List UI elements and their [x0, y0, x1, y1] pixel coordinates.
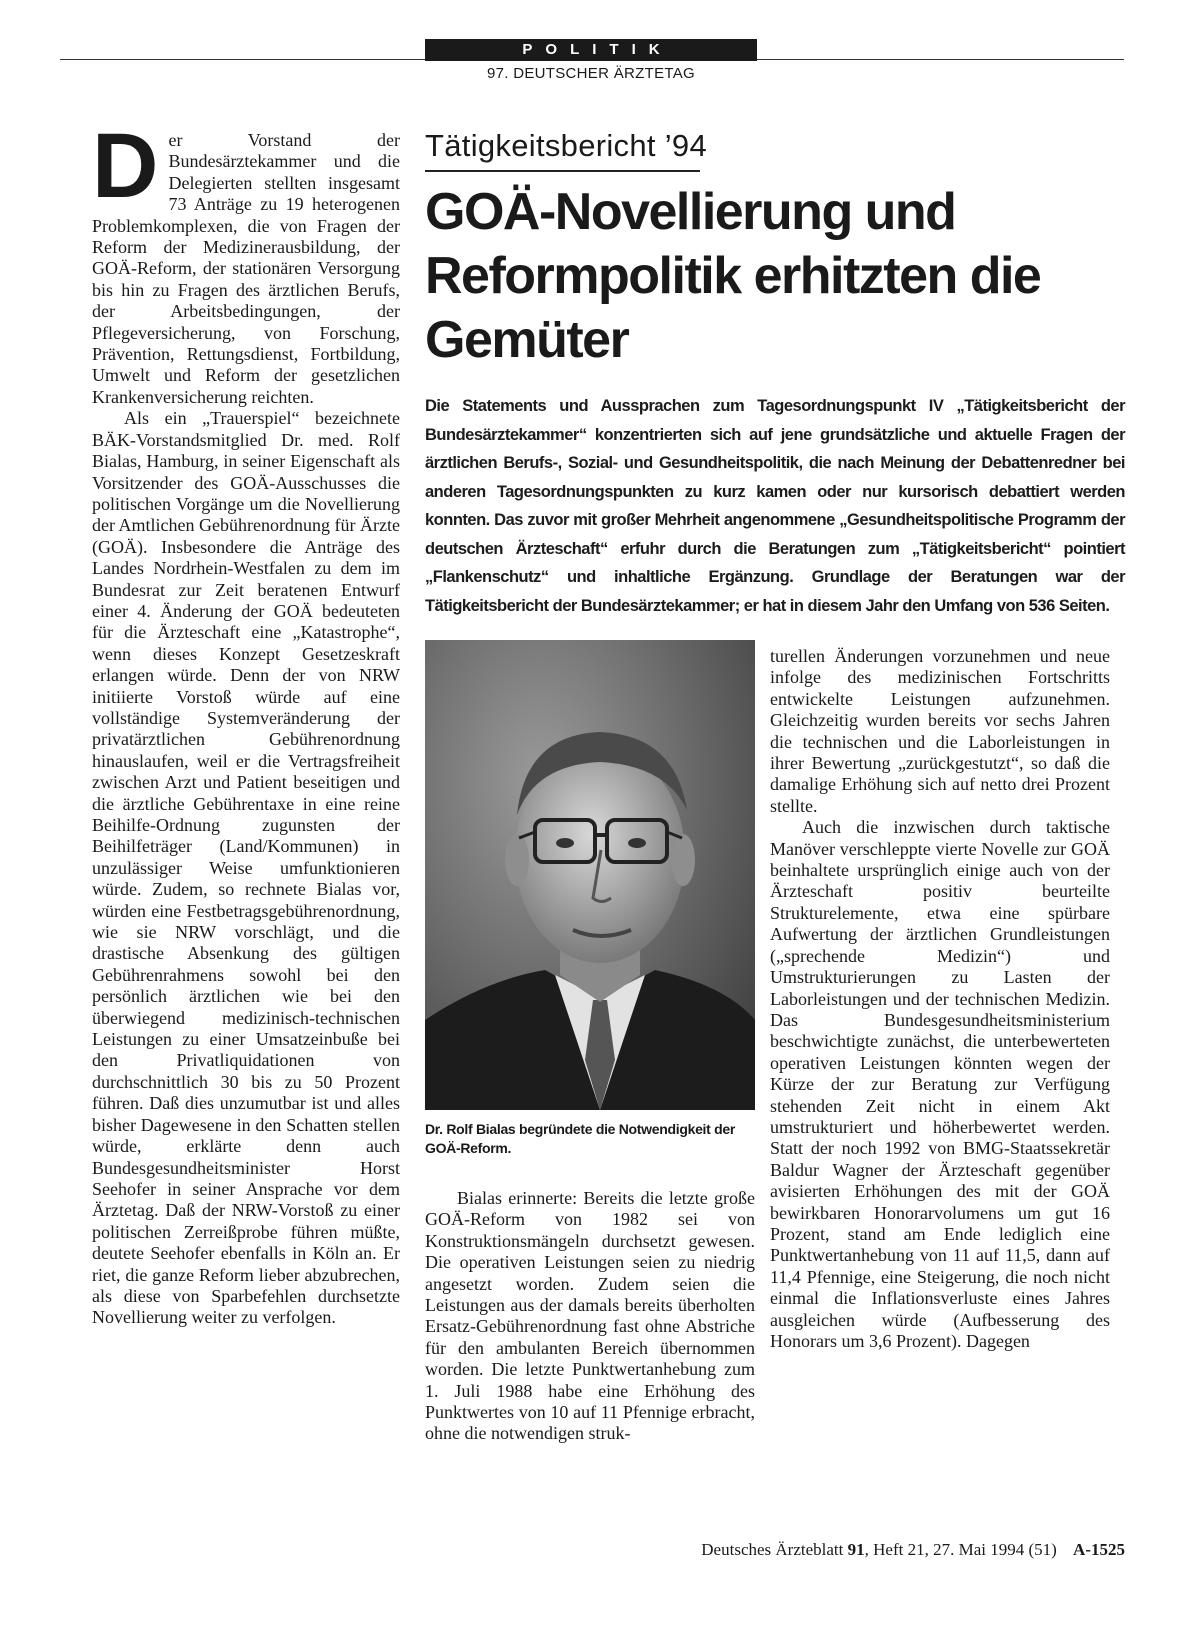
- issue-info: , Heft 21, 27. Mai 1994 (51): [864, 1540, 1057, 1559]
- journal-name: Deutsches Ärzteblatt: [701, 1540, 844, 1559]
- text-column-1: [92, 115, 400, 1329]
- section-label: POLITIK: [425, 39, 757, 61]
- paragraph: turellen Änderungen vorzunehmen und neue infolge des medizinischen Fortschritts entwickelte Leistungen aufzunehmen. Gleichzeitig wurden bereits vor sechs Jahren die technischen und die Laborleistungen in ihrer Bewertung „zurückgestutzt“, so daß die damalige Erhöhung sich auf netto drei Prozent stellte.: [770, 646, 1110, 816]
- article-headline: GOÄ-Novellierung und Reformpolitik erhitzten die Gemüter: [425, 183, 1041, 369]
- drop-cap: D: [92, 115, 159, 217]
- portrait-photo: [425, 640, 755, 1110]
- page-number: A-1525: [1073, 1540, 1125, 1559]
- paragraph: [92, 115, 400, 408]
- text-column-2: [425, 1188, 755, 1445]
- paragraph: Auch die inzwischen durch taktische Manöver verschleppte vierte Novelle zur GOÄ beinhaltete ursprünglich einige auch von der Ärzteschaft positiv beurteilte Strukturelemente, etwa eine spürbare Aufwertung der ärztlichen Grundleistungen („sprechende Medizin“) und Umstrukturierungen zu Lasten der Laborleistungen und der technischen Medizin. Das Bundesgesundheitsministerium beschwichtigte zunächst, die unterbewerteten operativen Leistungen könnten wegen der Kürze der zur Beratung zur Verfügung stehenden Zeit nicht in einem Akt umstrukturiert und höherbewertet werden. Statt der noch 1992 von BMG-Staatssekretär Baldur Wagner der Ärzteschaft gegenüber avisierten Erhöhungen des mit der GOÄ bewirkbaren Honorarvolumens um gut 16 Prozent, stand am Ende lediglich eine Punktwertanhebung von 11 auf 11,5, dann auf 11,4 Pfennige, eine Steigerung, die noch nicht einmal die Inflationsverluste eines Jahres ausgleichen würde (Aufbesserung des Honorars um 3,6 Prozent). Dagegen: [770, 817, 1110, 1351]
- page-footer: [600, 1540, 1125, 1560]
- article-kicker: Tätigkeitsbericht ’94: [425, 128, 707, 163]
- portrait-illustration: [425, 640, 755, 1110]
- paragraph: Als ein „Trauerspiel“ bezeichnete BÄK-Vorstandsmitglied Dr. med. Rolf Bialas, Hamburg, in seiner Eigenschaft als Vorsitzender des GOÄ-Ausschusses die politischen Vorgänge um die Novellierung der Amtlichen Gebührenordnung für Ärzte (GOÄ). Insbesondere die Anträge des Landes Nordrhein-Westfalen zu dem im Bundesrat zur Zeit beratenen Entwurf einer 4. Änderung der GOÄ bedeuteten für die Ärzteschaft eine „Katastrophe“, wenn dieses Konzept Gesetzeskraft erlangen würde. Denn der von NRW initiierte Vorstoß würde auf eine vollständige Systemveränderung der privatärztlichen Gebührenordnung hinauslaufen, weil er die Vertragsfreiheit zwischen Arzt und Patient beseitigen und die ärztliche Gebührentaxe in eine reine Beihilfe-Ordnung zugunsten der Beihilfeträger (Land/Kommunen) in unzulässiger Weise umfunktionieren würde. Zudem, so rechnete Bialas vor, würden eine Festbetragsgebührenordnung, wie sie NRW vorschlägt, und die drastische Absenkung des gültigen Gebührenrahmens sowohl bei den persönlich ärztlichen wie bei den überwiegend medizinisch-technischen Leistungen zu einer Umsatzeinbuße bei den Privatliquidationen von durchschnittlich 30 bis zu 50 Prozent führen. Daß dies unzumutbar ist und alles bisher Dagewesene in den Schatten stellen würde, erklärte denn auch Bundesgesundheitsminister Horst Seehofer in seiner Ansprache vor dem Ärztetag. Daß der NRW-Vorstoß zu einer politischen Zerreißprobe führen müßte, deutete Seehofer ebenfalls in Köln an. Er riet, die ganze Reform lieber abzubrechen, als diese von Sparbefehlen durchsetzte Novellierung weiter zu verfolgen.: [92, 408, 400, 1328]
- journal-volume: 91: [847, 1540, 865, 1559]
- subsection-label: 97. DEUTSCHER ÄRZTETAG: [486, 65, 696, 82]
- photo-caption: Dr. Rolf Bialas begründete die Notwendigkeit der GOÄ-Reform.: [425, 1121, 735, 1156]
- kicker-underline: [425, 170, 700, 172]
- paragraph-text: er Vorstand der Bundesärztekammer und die Delegierten stellten insgesamt 73 Anträge zu 19 heterogenen Problemkomplexen, die von Fragen der Reform der Medizinerausbildung, der GOÄ-Reform, der stationären Versorgung bis hin zu Fragen des ärztlichen Berufs, der Arbeitsbedingungen, der Pflegeversicherung, von Forschung, Prävention, Rettungsdienst, Fortbildung, Umwelt und Reform der gesetzlichen Krankenversicherung reichten.: [92, 130, 400, 407]
- paragraph: Bialas erinnerte: Bereits die letzte große GOÄ-Reform von 1982 sei von Konstruktionsmängeln durchsetzt gewesen. Die operativen Leistungen seien zu niedrig angesetzt worden. Zudem seien die Leistungen aus der damals bereits überholten Ersatz-Gebührenordnung fast ohne Abstriche für den ambulanten Bereich übernommen worden. Die letzte Punktwertanhebung zum 1. Juli 1988 habe eine Erhöhung des Punktwertes von 10 auf 11 Pfennige erbracht, ohne die notwendigen struk-: [425, 1188, 755, 1444]
- article-lead: Die Statements und Aussprachen zum Tagesordnungspunkt IV „Tätigkeitsbericht der Bundesärztekammer“ konzentrierten sich auf jene grundsätzliche und aktuelle Fragen der ärztlichen Berufs-, Sozial- und Gesundheitspolitik, die nach Meinung der Debattenredner bei anderen Tagesordnungspunkten zu kurz kamen oder nur kursorisch debattiert werden konnten. Das zuvor mit großer Mehrheit angenommene „Gesundheitspolitische Programm der deutschen Ärzteschaft“ erfuhr durch die Beratungen zum „Tätigkeitsbericht“ pointiert „Flankenschutz“ und inhaltliche Ergänzung. Grundlage der Beratungen war der Tätigkeitsbericht der Bundesärztekammer; er hat in diesem Jahr den Umfang von 536 Seiten.: [425, 397, 1125, 615]
- text-column-3: [770, 646, 1110, 1352]
